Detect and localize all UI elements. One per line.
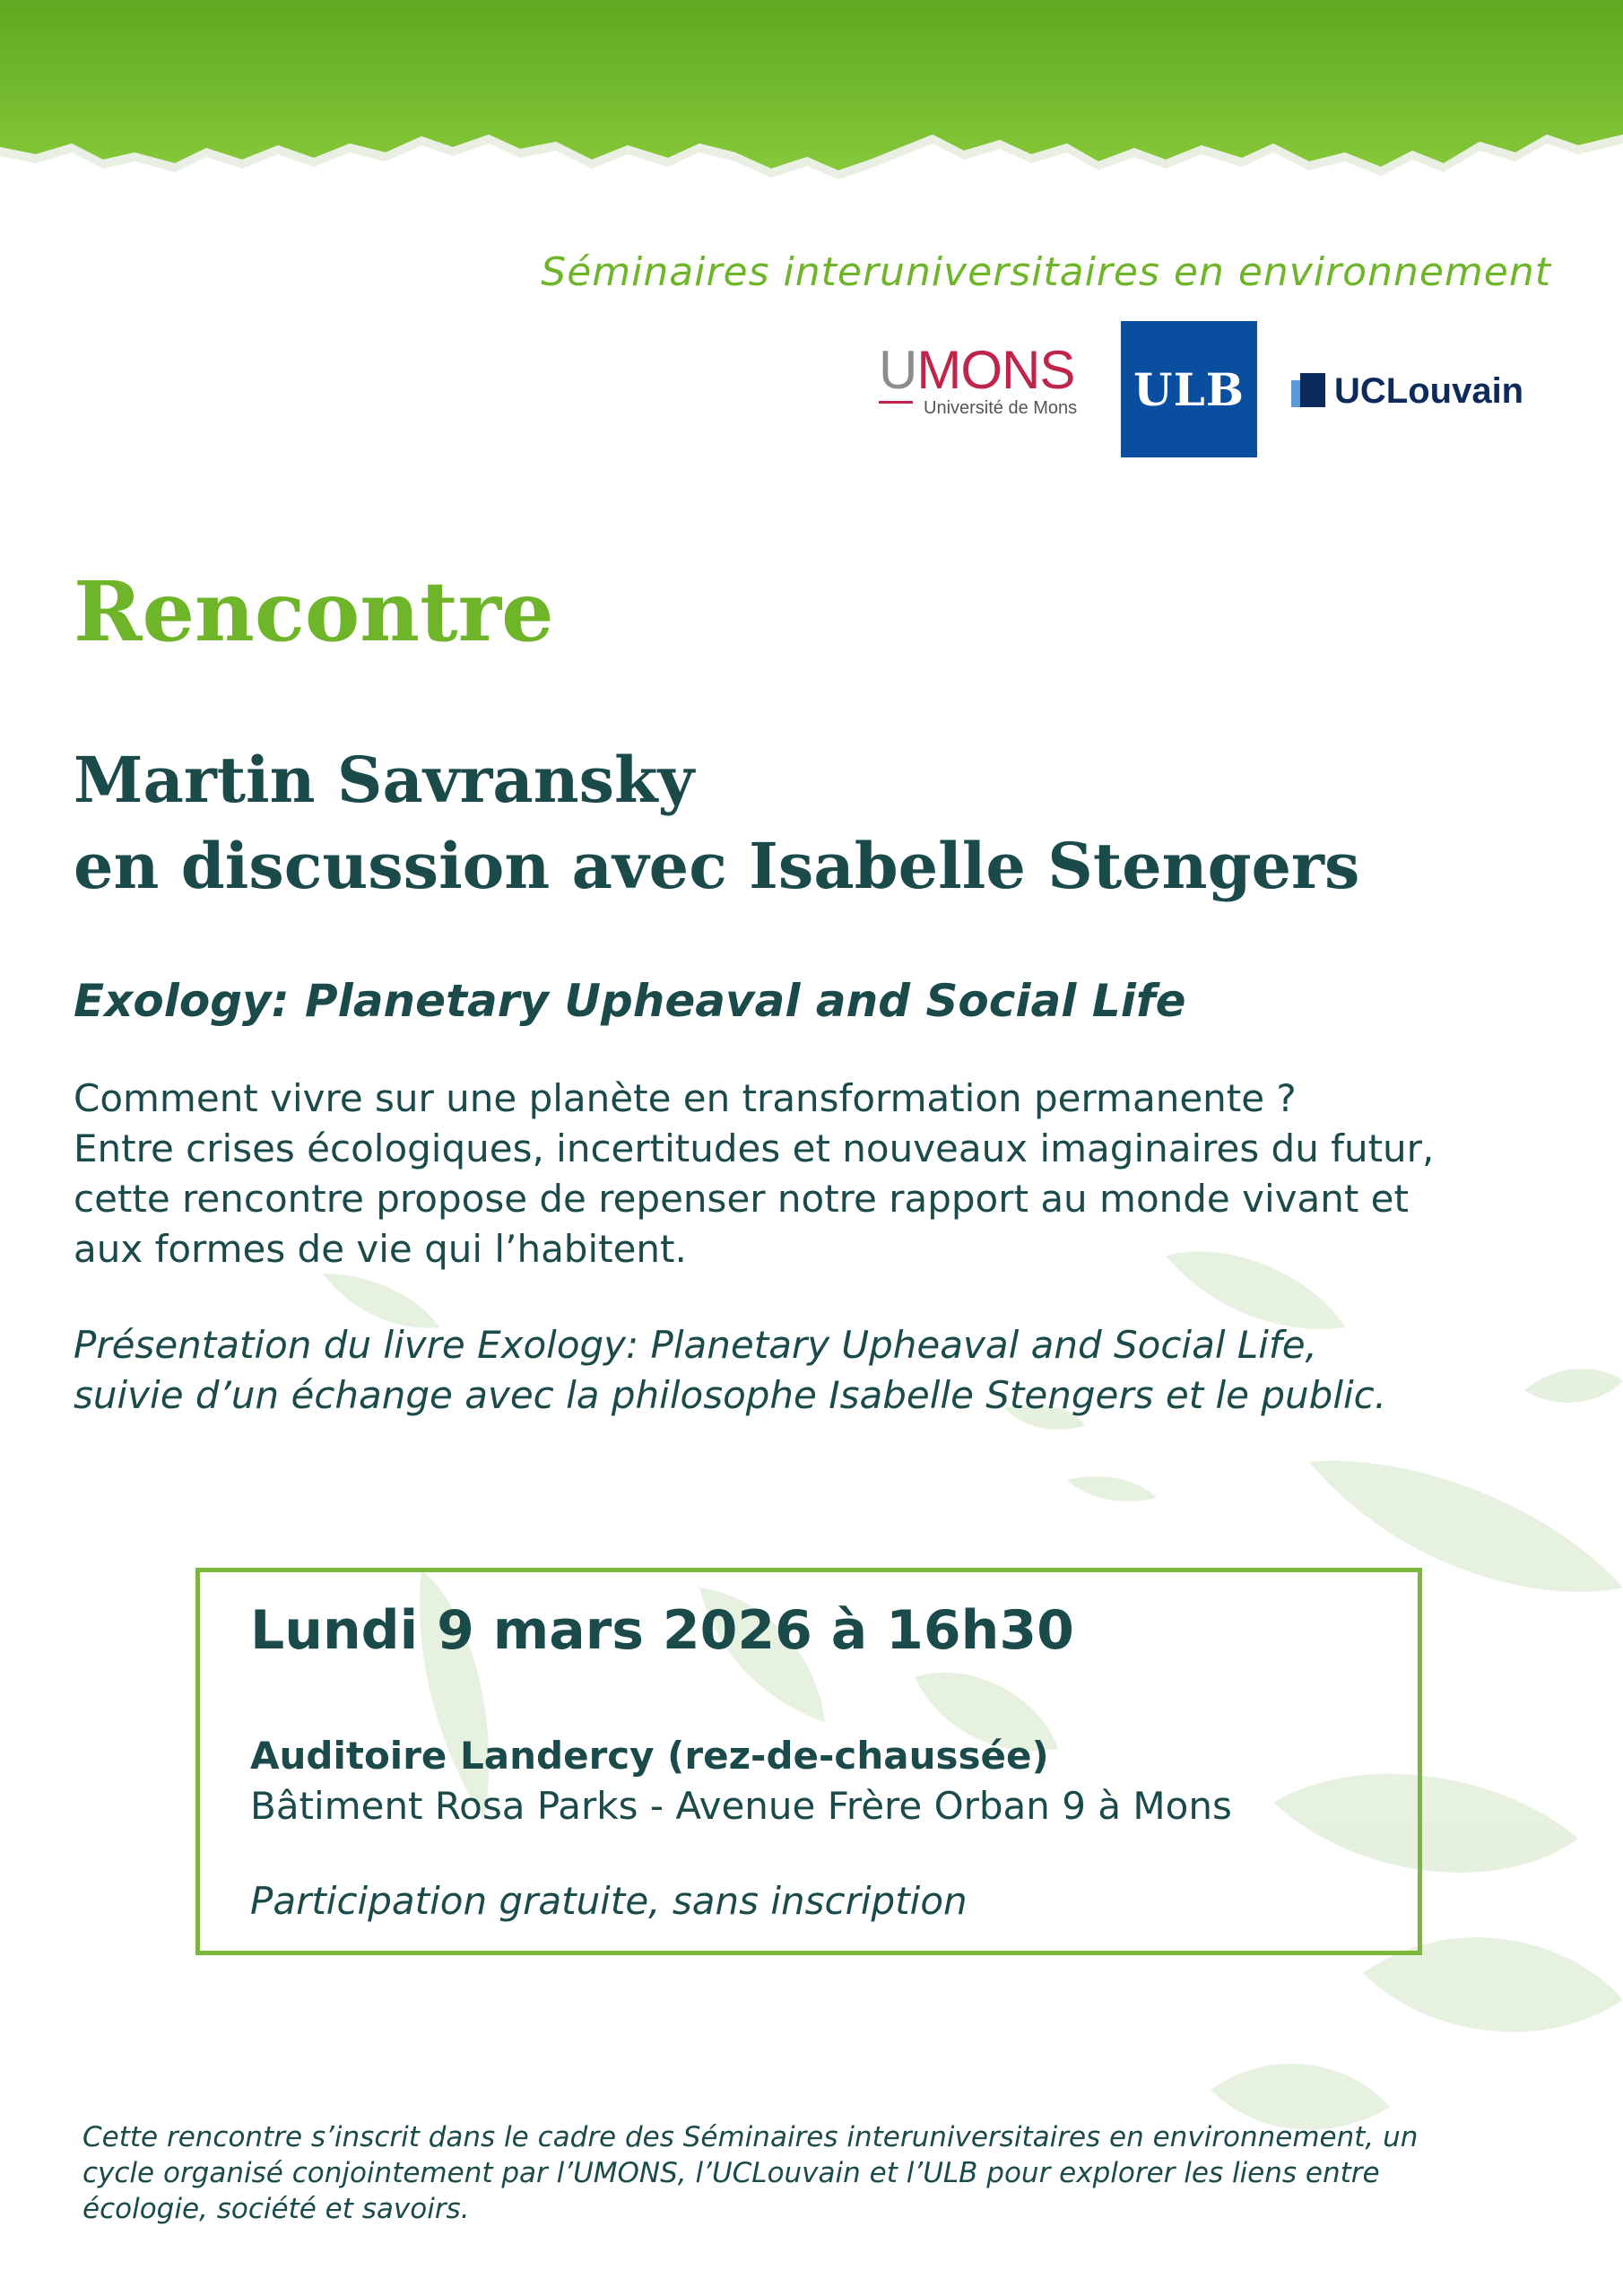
- umons-u: U: [879, 340, 917, 400]
- umons-subtitle: Université de Mons: [924, 398, 1078, 418]
- umons-logo: [879, 340, 1094, 419]
- headline-line-1: Martin Savransky: [74, 743, 695, 817]
- presentation-line: Présentation du livre Exology: Planetary Upheaval and Social Life,: [74, 1323, 1317, 1367]
- event-date-time: Lundi 9 mars 2026 à 16h30: [250, 1599, 1074, 1662]
- book-title: Exology: Planetary Upheaval and Social Life: [74, 975, 1186, 1027]
- event-description: [74, 1074, 1562, 1274]
- footer-line: écologie, société et savoirs.: [82, 2193, 470, 2225]
- participation-note: Participation gratuite, sans inscription: [250, 1879, 968, 1923]
- description-line: Comment vivre sur une planète en transformation permanente ?: [74, 1076, 1297, 1120]
- umons-underline: [879, 401, 913, 404]
- uclouvain-wordmark: UCLouvain: [1334, 370, 1524, 411]
- event-venue: Auditoire Landercy (rez-de-chaussée): [250, 1734, 1049, 1778]
- ulb-logo: [1121, 321, 1257, 457]
- event-details-box: [195, 1568, 1422, 1955]
- description-line: Entre crises écologiques, incertitudes et nouveaux imaginaires du futur,: [74, 1126, 1435, 1170]
- ulb-wordmark: ULB: [1133, 362, 1245, 416]
- headline-line-2: en discussion avec Isabelle Stengers: [74, 829, 1360, 903]
- umons-rest: MONS: [916, 340, 1075, 400]
- description-line: cette rencontre propose de repenser notre rapport au monde vivant et: [74, 1177, 1409, 1221]
- partner-logos: [874, 321, 1556, 457]
- umons-wordmark: [879, 340, 1094, 400]
- event-headline: [74, 737, 1359, 909]
- presentation-line: suivie d’un échange avec la philosophe Isabelle Stengers et le public.: [74, 1373, 1387, 1417]
- uclouvain-logo: [1291, 364, 1523, 418]
- description-line: aux formes de vie qui l’habitent.: [74, 1227, 687, 1271]
- book-presentation: [74, 1320, 1562, 1421]
- uclouvain-square-icon: [1291, 373, 1327, 409]
- event-type-heading: Rencontre: [74, 563, 554, 660]
- event-address: Bâtiment Rosa Parks - Avenue Frère Orban 9 à Mons: [250, 1784, 1232, 1828]
- footer-note: [82, 2119, 1553, 2227]
- footer-line: cycle organisé conjointement par l’UMONS, l’UCLouvain et l’ULB pour explorer les liens entre: [82, 2157, 1380, 2189]
- torn-paper-header: [0, 0, 1623, 184]
- footer-line: Cette rencontre s’inscrit dans le cadre des Séminaires interuniversitaires en environnement, un: [82, 2121, 1419, 2153]
- series-title: Séminaires interuniversitaires en environnement: [541, 249, 1551, 295]
